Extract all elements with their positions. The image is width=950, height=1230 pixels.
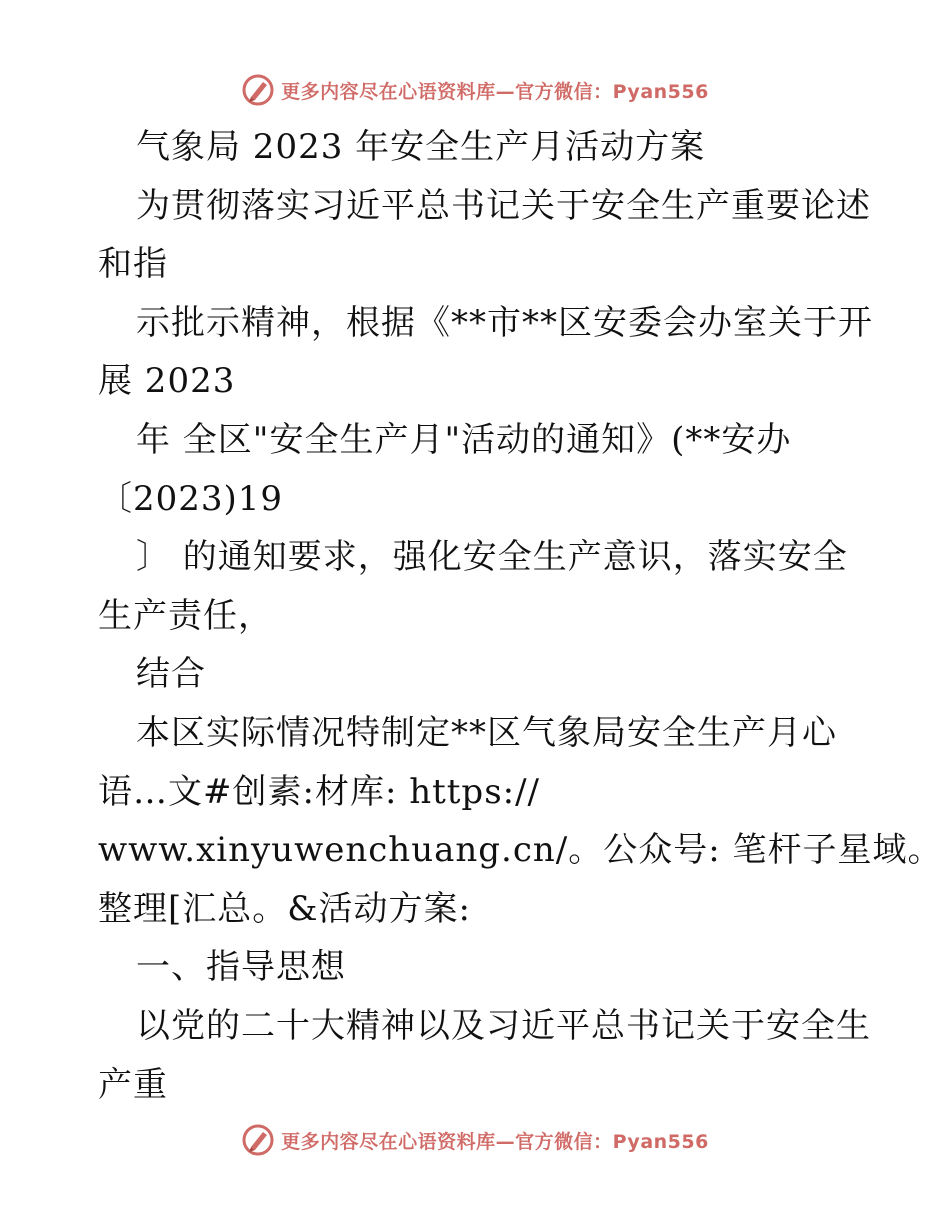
document-line: 〔2023)19 (98, 478, 284, 519)
header-banner-text: 更多内容尽在心语资料库—官方微信：Pyan556 (281, 80, 709, 103)
document-line: 产重 (98, 1064, 168, 1105)
document-line: 展 2023 (98, 361, 236, 402)
document-line: 以党的二十大精神以及习近平总书记关于安全生 (136, 1005, 871, 1046)
document-line: 和指 (98, 244, 168, 285)
document-line: 一、指导思想 (136, 947, 346, 988)
document-line: www.xinyuwenchuang.cn/。公众号: 笔杆子星域。 (98, 830, 943, 871)
pen-logo-icon (241, 73, 275, 107)
document-line: 年 全区"安全生产月"活动的通知》(**安办 (136, 419, 792, 460)
document-line: 生产责任， (98, 595, 273, 636)
document-line: 〕 的通知要求，强化安全生产意识，落实安全 (136, 537, 848, 578)
footer-banner-text: 更多内容尽在心语资料库—官方微信：Pyan556 (281, 1130, 709, 1153)
document-line: 结合 (136, 654, 206, 695)
document-line: 本区实际情况特制定**区气象局安全生产月心 (136, 712, 837, 753)
header-banner (0, 70, 950, 110)
document-line: 气象局 2023 年安全生产月活动方案 (136, 127, 706, 167)
document-line: 示批示精神，根据《**市**区安委会办室关于开 (136, 302, 873, 343)
document-line: 整理[汇总。&活动方案: (98, 888, 471, 929)
pen-logo-icon (241, 1123, 275, 1157)
footer-banner (0, 1120, 950, 1160)
document-line: 为贯彻落实习近平总书记关于安全生产重要论述 (136, 185, 871, 226)
document-body (98, 118, 943, 1114)
document-line: 语…文#创素:材库: https:// (98, 771, 541, 812)
